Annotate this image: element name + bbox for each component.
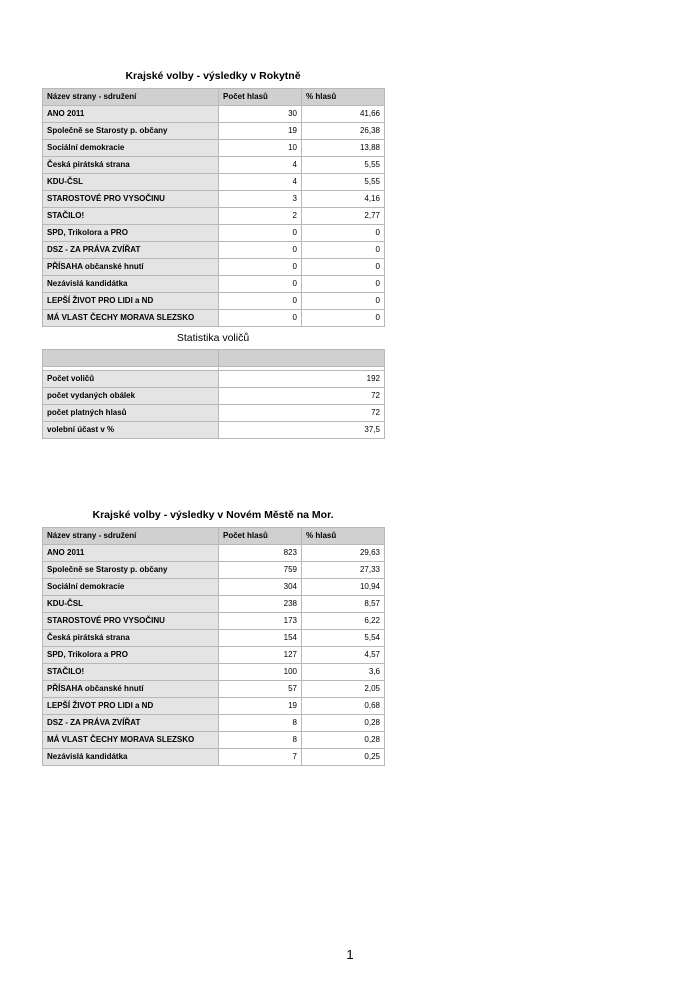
column-header-percent: % hlasů: [302, 528, 385, 545]
row-label: MÁ VLAST ČECHY MORAVA SLEZSKO: [43, 310, 219, 327]
table-row: [43, 630, 385, 647]
table-row: [43, 732, 385, 749]
row-value: 8: [219, 715, 302, 732]
row-value: 4: [219, 174, 302, 191]
row-label: SPD, Trikolora a PRO: [43, 647, 219, 664]
table-row: [43, 698, 385, 715]
row-value: 8: [219, 732, 302, 749]
row-value: 4,57: [302, 647, 385, 664]
table-row: [43, 174, 385, 191]
table-row: [43, 545, 385, 562]
row-value: 6,22: [302, 613, 385, 630]
table2-title: Krajské volby - výsledky v Novém Městě na Mor.: [92, 509, 334, 521]
row-label: LEPŠÍ ŽIVOT PRO LIDI a ND: [43, 293, 219, 310]
row-label: KDU-ČSL: [43, 596, 219, 613]
table-row: [43, 310, 385, 327]
table-header-row: [43, 89, 385, 106]
row-value: 100: [219, 664, 302, 681]
row-value: 4,16: [302, 191, 385, 208]
row-value: 154: [219, 630, 302, 647]
row-value: 0: [219, 225, 302, 242]
row-label: STAROSTOVÉ PRO VYSOČINU: [43, 613, 219, 630]
row-value: 7: [219, 749, 302, 766]
column-header-percent: % hlasů: [302, 89, 385, 106]
row-label: Nezávislá kandidátka: [43, 749, 219, 766]
row-value: 3: [219, 191, 302, 208]
row-value: 37,5: [219, 422, 385, 439]
row-value: 0: [219, 276, 302, 293]
row-label: počet platných hlasů: [43, 405, 219, 422]
row-label: PŘÍSAHA občanské hnutí: [43, 681, 219, 698]
table-row: [43, 596, 385, 613]
row-value: 0: [219, 242, 302, 259]
row-label: Sociální demokracie: [43, 579, 219, 596]
table-row: [43, 242, 385, 259]
column-header-party: Název strany - sdružení: [43, 528, 219, 545]
row-label: PŘÍSAHA občanské hnutí: [43, 259, 219, 276]
row-value: 0,25: [302, 749, 385, 766]
row-label: DSZ - ZA PRÁVA ZVÍŘAT: [43, 715, 219, 732]
table-row: [43, 157, 385, 174]
row-value: 2,77: [302, 208, 385, 225]
page-number: 1: [346, 947, 354, 962]
row-value: 759: [219, 562, 302, 579]
row-label: STAČILO!: [43, 664, 219, 681]
row-value: 192: [219, 371, 385, 388]
table-row: [43, 123, 385, 140]
row-label: Česká pirátská strana: [43, 157, 219, 174]
row-value: 0: [302, 276, 385, 293]
row-value: 29,63: [302, 545, 385, 562]
row-label: Nezávislá kandidátka: [43, 276, 219, 293]
row-label: Počet voličů: [43, 371, 219, 388]
row-label: SPD, Trikolora a PRO: [43, 225, 219, 242]
row-value: 27,33: [302, 562, 385, 579]
table-row: [43, 405, 385, 422]
row-label: Společně se Starosty p. občany: [43, 123, 219, 140]
row-value: 26,38: [302, 123, 385, 140]
table-row: [43, 293, 385, 310]
table-row: [43, 681, 385, 698]
table-row: [43, 276, 385, 293]
row-value: 127: [219, 647, 302, 664]
row-label: Sociální demokracie: [43, 140, 219, 157]
row-value: 0,28: [302, 732, 385, 749]
table-row: [43, 579, 385, 596]
row-label: počet vydaných obálek: [43, 388, 219, 405]
row-value: 72: [219, 388, 385, 405]
row-label: ANO 2011: [43, 106, 219, 123]
results-table-rokytno: [42, 88, 385, 327]
table-row: [43, 749, 385, 766]
stats-header-empty-1: [43, 350, 219, 367]
row-value: 57: [219, 681, 302, 698]
table-row: [43, 388, 385, 405]
row-value: 5,55: [302, 157, 385, 174]
row-value: 0,68: [302, 698, 385, 715]
table-row: [43, 664, 385, 681]
row-value: 30: [219, 106, 302, 123]
row-label: Společně se Starosty p. občany: [43, 562, 219, 579]
table-row: [43, 715, 385, 732]
table-row: [43, 371, 385, 388]
row-value: 173: [219, 613, 302, 630]
row-value: 8,57: [302, 596, 385, 613]
row-value: 304: [219, 579, 302, 596]
stats-header-empty-2: [219, 350, 385, 367]
row-value: 2: [219, 208, 302, 225]
voter-statistics-table: [42, 349, 385, 439]
row-label: KDU-ČSL: [43, 174, 219, 191]
row-label: Česká pirátská strana: [43, 630, 219, 647]
row-value: 238: [219, 596, 302, 613]
table-row: [43, 191, 385, 208]
row-value: 10: [219, 140, 302, 157]
column-header-party: Název strany - sdružení: [43, 89, 219, 106]
row-value: 3,6: [302, 664, 385, 681]
table-row: [43, 562, 385, 579]
column-header-votes: Počet hlasů: [219, 528, 302, 545]
row-value: 2,05: [302, 681, 385, 698]
table-header-row: [43, 528, 385, 545]
row-label: MÁ VLAST ČECHY MORAVA SLEZSKO: [43, 732, 219, 749]
row-value: 10,94: [302, 579, 385, 596]
stats-title: Statistika voličů: [176, 332, 250, 344]
row-label: ANO 2011: [43, 545, 219, 562]
table-row: [43, 140, 385, 157]
row-label: STAČILO!: [43, 208, 219, 225]
table1-title: Krajské volby - výsledky v Rokytně: [125, 70, 301, 82]
row-value: 13,88: [302, 140, 385, 157]
row-value: 41,66: [302, 106, 385, 123]
row-value: 19: [219, 698, 302, 715]
row-value: 0: [219, 259, 302, 276]
results-table-nove-mesto: [42, 527, 385, 766]
row-value: 0: [302, 310, 385, 327]
row-value: 0: [302, 293, 385, 310]
row-value: 0,28: [302, 715, 385, 732]
row-label: volební účast v %: [43, 422, 219, 439]
row-value: 0: [219, 310, 302, 327]
row-value: 5,54: [302, 630, 385, 647]
table-row: [43, 422, 385, 439]
table-row: [43, 208, 385, 225]
table-header-row: [43, 350, 385, 367]
row-label: STAROSTOVÉ PRO VYSOČINU: [43, 191, 219, 208]
row-value: 0: [219, 293, 302, 310]
row-value: 0: [302, 225, 385, 242]
table-row: [43, 613, 385, 630]
row-label: LEPŠÍ ŽIVOT PRO LIDI a ND: [43, 698, 219, 715]
table-row: [43, 259, 385, 276]
row-label: DSZ - ZA PRÁVA ZVÍŘAT: [43, 242, 219, 259]
row-value: 5,55: [302, 174, 385, 191]
row-value: 0: [302, 242, 385, 259]
row-value: 823: [219, 545, 302, 562]
table-row: [43, 106, 385, 123]
row-value: 19: [219, 123, 302, 140]
row-value: 4: [219, 157, 302, 174]
column-header-votes: Počet hlasů: [219, 89, 302, 106]
table-row: [43, 225, 385, 242]
row-value: 72: [219, 405, 385, 422]
table-row: [43, 647, 385, 664]
row-value: 0: [302, 259, 385, 276]
